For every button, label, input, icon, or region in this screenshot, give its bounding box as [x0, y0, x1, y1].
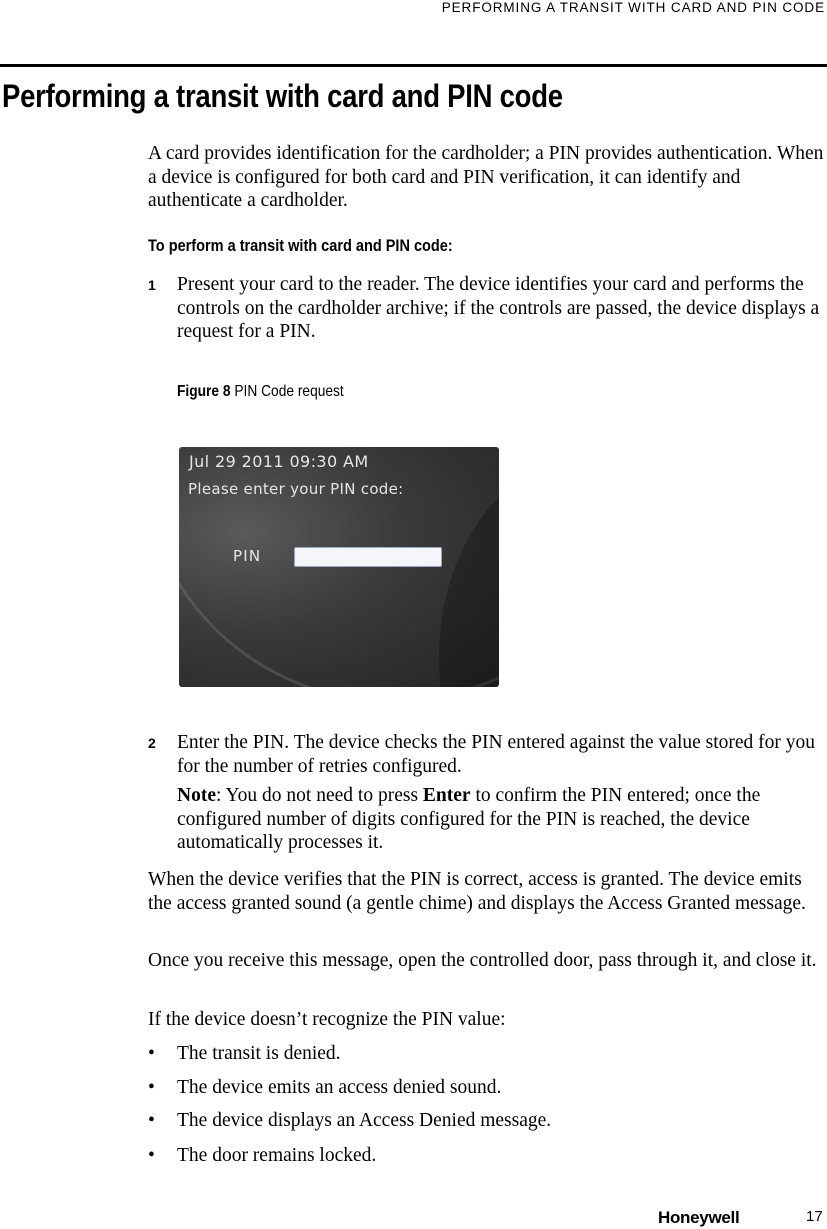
procedure-heading: To perform a transit with card and PIN code:	[148, 237, 453, 255]
bullet-item: The door remains locked.	[177, 1145, 377, 1166]
page-number: 17	[806, 1208, 823, 1225]
bullet-marker: •	[148, 1077, 155, 1098]
bullet-item: The transit is denied.	[177, 1043, 341, 1064]
figure-caption-text: PIN Code request	[234, 383, 344, 400]
step-text-1: Present your card to the reader. The device identifies your card and performs the controls on the cardholder archive; if the controls are passed, the device displays a request for a PIN.	[177, 274, 820, 342]
note-label: Note	[177, 785, 216, 806]
figure-label: Figure 8	[177, 383, 231, 400]
access-granted-paragraph: When the device verifies that the PIN is correct, access is granted. The device emits the access granted sound (a gentle chime) and displays the Access Granted message.	[148, 869, 806, 914]
door-paragraph: Once you receive this message, open the controlled door, pass through it, and close it.	[148, 950, 817, 971]
header-rule	[0, 64, 827, 67]
pin-not-recognized-paragraph: If the device doesn’t recognize the PIN value:	[148, 1009, 506, 1030]
screen-pin-prompt: Please enter your PIN code:	[188, 480, 404, 498]
note-paragraph	[177, 784, 827, 855]
screen-pin-input[interactable]	[294, 547, 442, 567]
screen-pin-label: PIN	[233, 547, 262, 565]
brand-logo: Honeywell	[658, 1208, 740, 1227]
note-text-1: : You do not need to press	[215, 785, 423, 806]
screen-datetime: Jul 29 2011 09:30 AM	[189, 452, 369, 471]
note-text-2: to confirm the PIN entered; once the configured number of digits configured for the PIN is reached, the device automatically processes it.	[177, 785, 761, 853]
bullet-marker: •	[148, 1110, 155, 1131]
note-key: Enter	[422, 785, 471, 806]
step-number-2: 2	[148, 735, 156, 751]
step-number-1: 1	[148, 277, 156, 293]
page-title: Performing a transit with card and PIN code	[2, 78, 563, 114]
bullet-item: The device displays an Access Denied message.	[177, 1110, 552, 1131]
device-screen-figure	[179, 447, 499, 687]
bullet-item: The device emits an access denied sound.	[177, 1077, 502, 1098]
step-text-2: Enter the PIN. The device checks the PIN entered against the value stored for you for the number of retries configured.	[177, 732, 816, 777]
bullet-marker: •	[148, 1145, 155, 1166]
running-header: PERFORMING A TRANSIT WITH CARD AND PIN CODE	[441, 0, 825, 15]
intro-paragraph: A card provides identification for the cardholder; a PIN provides authentication. When a device is configured for both card and PIN verification, it can identify and authenticate a cardholder.	[148, 143, 824, 211]
bullet-marker: •	[148, 1043, 155, 1064]
figure-caption	[177, 383, 344, 401]
